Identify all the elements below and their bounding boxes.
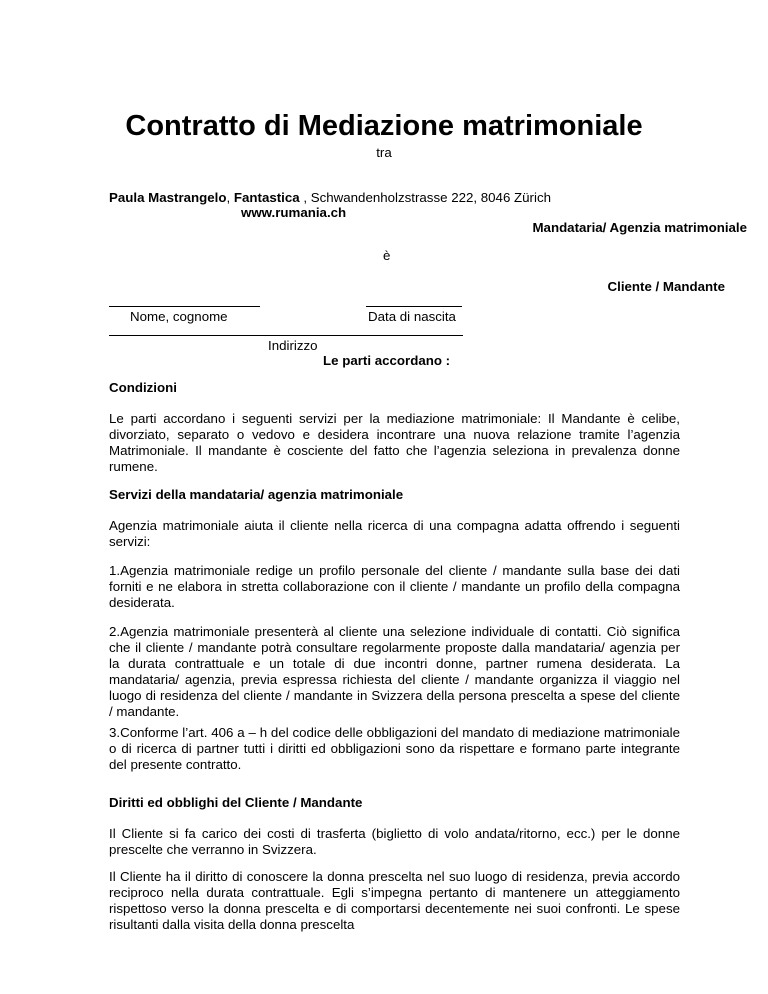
services-heading: Servizi della mandataria/ agenzia matrimoniale bbox=[109, 487, 404, 502]
client-role: Cliente / Mandante bbox=[607, 279, 725, 294]
rights-paragraph-2: Il Cliente ha il diritto di conoscere la donna prescelta nel suo luogo di residenza, previa accordo reciproco nella durata contrattuale. Egli s’impegna pertanto di mantenere un atteggiamento rispettoso verso la donna prescelta e di comportarsi decentemente nei suoi confronti. Le spese risultanti dalla visita della donna prescelta bbox=[109, 869, 680, 932]
rights-paragraph-1: Il Cliente si fa carico dei costi di trasferta (biglietto di volo andata/ritorno, ecc.) per le donne prescelte che verranno in Svizzera. bbox=[109, 826, 680, 857]
agent-line bbox=[109, 190, 551, 206]
agreement-line: Le parti accordano : bbox=[323, 353, 451, 368]
agent-company: Fantastica bbox=[233, 190, 300, 205]
between-word: tra bbox=[376, 145, 392, 160]
service-item-2: 2.Agenzia matrimoniale presenterà al cliente una selezione individuale di contatti. Ciò significa che il cliente / mandante potrà consultare regolarmente proposte dalla mandataria/ agenzia per la durata contrattuale e un totale di due incontri donne, partner rumena desiderata. La mandataria/ agenzia, previa espressa richiesta del cliente / mandante organizza il viaggio nel luogo di residenza del cliente / mandante in Svizzera della persona prescelta a spese del cliente / mandante. bbox=[109, 624, 680, 719]
service-item-3: 3.Conforme l’art. 406 a – h del codice delle obbligazioni del mandato di mediazione matrimoniale o di ricerca di partner tutti i diritti ed obbligazioni sono da rispettare e formano parte integrante del presente contratto. bbox=[109, 725, 680, 772]
birthdate-line bbox=[366, 306, 462, 307]
document-title: Contratto di Mediazione matrimoniale bbox=[125, 110, 643, 142]
agent-address: , Schwandenholzstrasse 222, 8046 Zürich bbox=[299, 190, 551, 205]
address-line bbox=[109, 335, 463, 336]
conditions-paragraph: Le parti accordano i seguenti servizi per la mediazione matrimoniale: Il Mandante è celibe, divorziato, separato o vedovo e desidera incontrare una nuova relazione tramite l’agenzia Matrimoniale. Il mandante è cosciente del fatto che l’agenzia seleziona in prevalenza donne rumene. bbox=[109, 411, 680, 474]
agent-website: www.rumania.ch bbox=[241, 205, 347, 220]
services-intro: Agenzia matrimoniale aiuta il cliente nella ricerca di una compagna adatta offrendo i seguenti servizi: bbox=[109, 518, 680, 549]
address-label: Indirizzo bbox=[268, 338, 318, 353]
name-label: Nome, cognome bbox=[130, 309, 228, 324]
birthdate-label: Data di nascita bbox=[368, 309, 456, 324]
and-word: è bbox=[383, 248, 391, 263]
service-item-1: 1.Agenzia matrimoniale redige un profilo personale del cliente / mandante sulla base dei dati forniti e ne elabora in stretta collaborazione con il cliente / mandante un profilo della compagna desiderata. bbox=[109, 563, 680, 610]
name-line bbox=[109, 306, 260, 307]
rights-heading: Diritti ed obblighi del Cliente / Mandante bbox=[109, 795, 363, 810]
agent-role: Mandataria/ Agenzia matrimoniale bbox=[532, 220, 747, 235]
conditions-heading: Condizioni bbox=[109, 380, 177, 395]
agent-name: Paula Mastrangelo bbox=[109, 190, 227, 205]
agent-sep: , bbox=[226, 190, 234, 205]
